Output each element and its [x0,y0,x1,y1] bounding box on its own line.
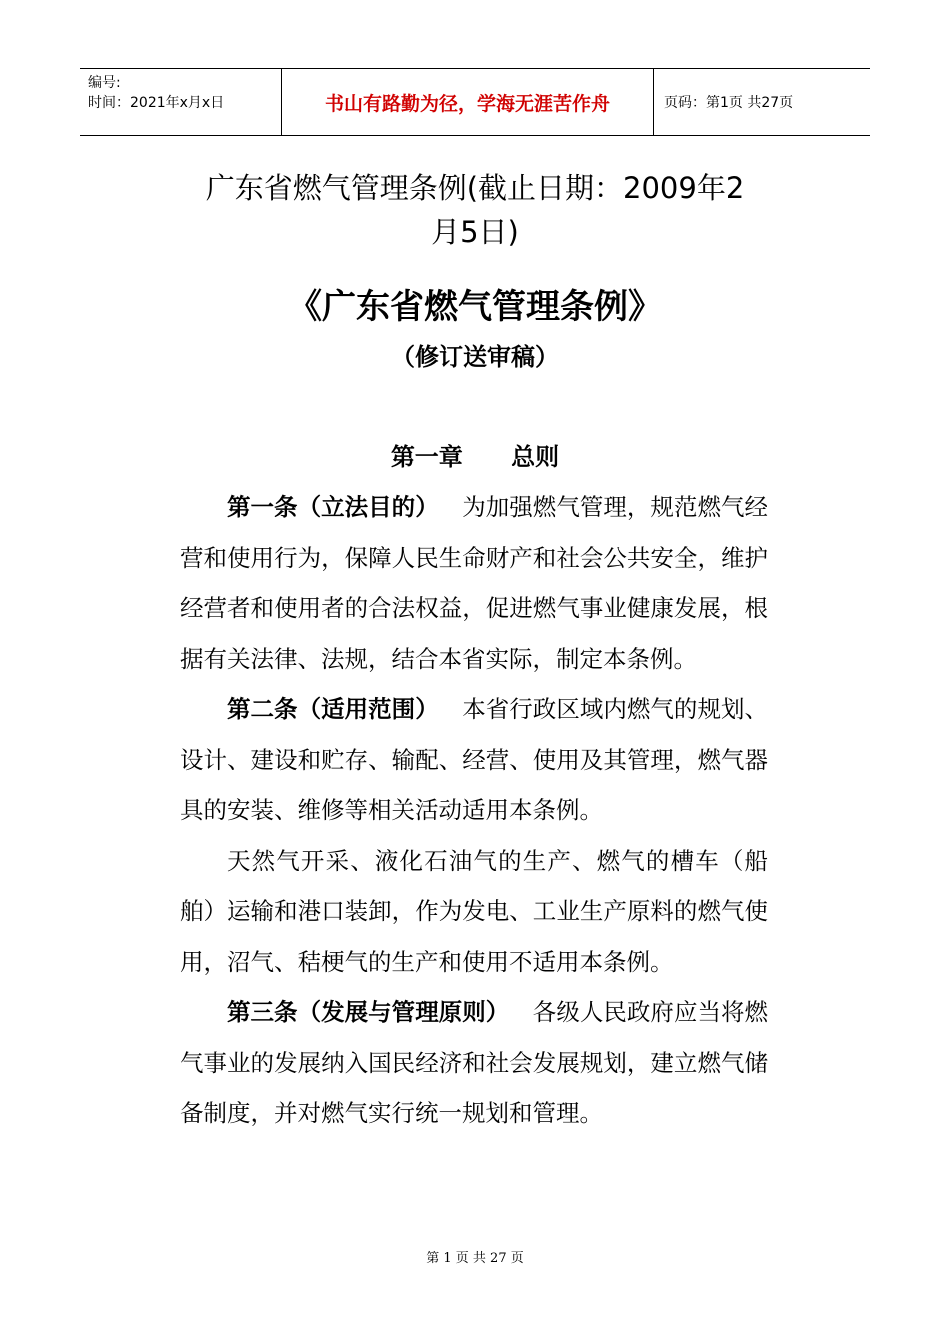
regulation-title: 《广东省燃气管理条例》 [288,287,662,327]
page-header [80,68,870,136]
document-number-label: 编号: [88,75,121,91]
article-text: 本省行政区域内燃气的规划、设计、建设和贮存、输配、经营、使用及其管理，燃气器具的安装、维修等相关活动适用本条例。 [180,695,769,824]
article-text: 为加强燃气管理，规范燃气经营和使用行为，保障人民生命财产和社会公共安全，维护经营者和使用者的合法权益，促进燃气事业健康发展，根据有关法律、法规，结合本省实际，制定本条例。 [180,493,769,673]
document-title-line-2: 月5日) [431,215,519,249]
article-heading: 第一条（立法目的） [227,493,439,521]
document-title [150,166,800,254]
regulation-subtitle: （修订送审稿） [391,342,559,371]
document-time-label: 时间：2021年x月x日 [88,95,225,111]
article-heading: 第二条（适用范围） [227,695,439,723]
article-text: 天然气开采、液化石油气的生产、燃气的槽车（船舶）运输和港口装卸，作为发电、工业生产原料的燃气使用，沼气、秸梗气的生产和使用不适用本条例。 [180,846,768,976]
article-heading: 第三条（发展与管理原则） [227,998,510,1026]
article-paragraph [180,684,768,836]
header-page-info: 页码：第1页 共27页 [664,95,794,111]
document-title-line-1: 广东省燃气管理条例(截止日期：2009年2 [205,171,745,205]
header-meta-cell [80,69,282,135]
chapter-number: 第一章 [390,442,463,471]
article-text: 各级人民政府应当将燃气事业的发展纳入国民经济和社会发展规划，建立燃气储备制度，并对燃气实行统一规划和管理。 [180,998,769,1127]
document-body [180,482,768,1139]
page-footer: 第 1 页 共 27 页 [426,1251,524,1266]
article-paragraph [180,836,768,988]
chapter-heading [150,440,800,474]
chapter-name: 总则 [511,442,560,471]
header-motto: 书山有路勤为径，学海无涯苦作舟 [282,69,654,135]
article-paragraph [180,482,768,684]
article-paragraph [180,987,768,1139]
